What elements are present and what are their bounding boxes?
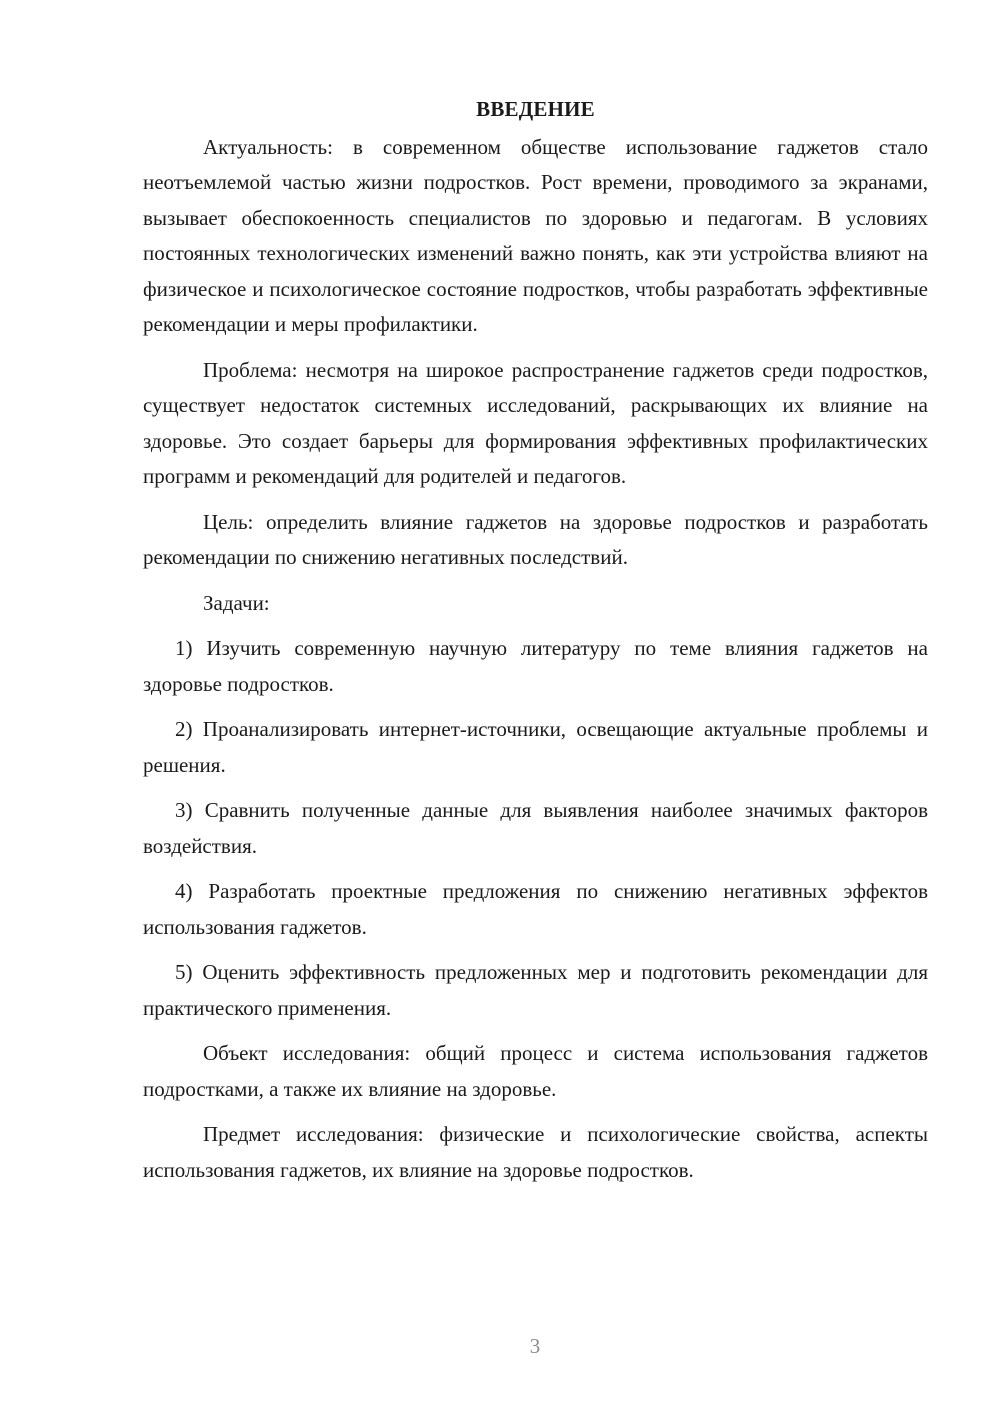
- task-item: 3) Сравнить полученные данные для выявления наиболее значимых факторов воздействия.: [143, 798, 928, 858]
- paragraph-object: Объект исследования: общий процесс и система использования гаджетов подростками, а также их влияние на здоровье.: [143, 1041, 928, 1101]
- task-item: 5) Оценить эффективность предложенных мер и подготовить рекомендации для практического применения.: [143, 960, 928, 1020]
- page-title: ВВЕДЕНИЕ: [476, 97, 595, 121]
- paragraph-goal: Цель: определить влияние гаджетов на здоровье подростков и разработать рекомендации по снижению негативных последствий.: [143, 509, 928, 569]
- tasks-heading: Задачи:: [203, 590, 270, 615]
- paragraph-subject: Предмет исследования: физические и психологические свойства, аспекты использования гаджетов, их влияние на здоровье подростков.: [143, 1122, 928, 1182]
- page-content: [143, 92, 928, 1198]
- paragraph-relevance: Актуальность: в современном обществе использование гаджетов стало неотъемлемой частью жизни подростков. Рост времени, проводимого за экранами, вызывает обеспокоенность специалистов по здоровью и педагогам. В условиях постоянных технологических изменений важно понять, как эти устройства влияют на физическое и психологическое состояние подростков, чтобы разработать эффективные рекомендации и меры профилактики.: [143, 134, 928, 336]
- task-item: 1) Изучить современную научную литературу по теме влияния гаджетов на здоровье подростков.: [143, 636, 928, 696]
- paragraph-problem: Проблема: несмотря на широкое распространение гаджетов среди подростков, существует недостаток системных исследований, раскрывающих их влияние на здоровье. Это создает барьеры для формирования эффективных профилактических программ и рекомендаций для родителей и педагогов.: [143, 357, 928, 488]
- task-item: 2) Проанализировать интернет-источники, освещающие актуальные проблемы и решения.: [143, 717, 928, 777]
- task-item: 4) Разработать проектные предложения по снижению негативных эффектов использования гаджетов.: [143, 879, 928, 939]
- page-number: 3: [529, 1334, 541, 1358]
